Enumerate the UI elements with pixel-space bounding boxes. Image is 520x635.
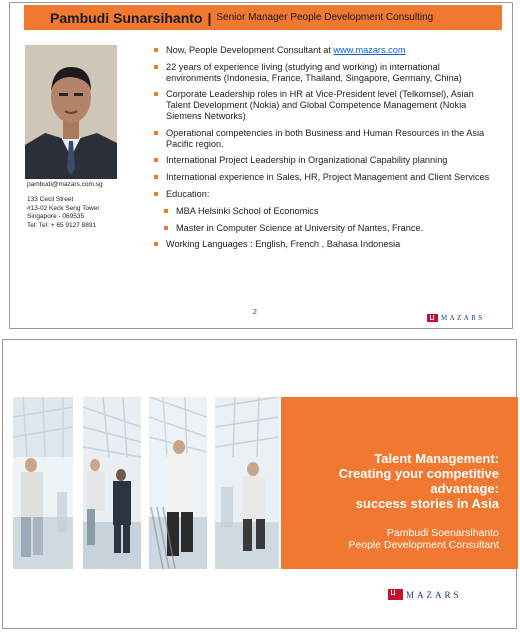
slide-title-bar [24, 5, 502, 30]
slide-profile [9, 2, 513, 329]
bullet-education: Education: [153, 189, 493, 200]
mazars-logo-text: MAZARS [406, 589, 462, 600]
headline-line: success stories in Asia [355, 496, 499, 511]
headline-line: advantage: [430, 481, 499, 496]
presentation-headline [281, 451, 499, 511]
presenter-info [281, 527, 499, 551]
presenter-title: People Development Consultant [348, 539, 499, 551]
profile-name: Pambudi Sunarsihanto [50, 9, 203, 26]
bullet-text: Now, People Development Consultant at [166, 45, 334, 55]
address-line: #13-02 Keck Seng Tower [27, 204, 100, 212]
title-panel [281, 397, 518, 569]
portrait-photo [25, 45, 117, 179]
office-scene-photo [215, 397, 279, 569]
headline-line: Creating your competitive [338, 466, 499, 481]
mazars-logo [427, 314, 485, 322]
office-scene-photo [149, 397, 207, 569]
bullet-leadership-roles: Corporate Leadership roles in HR at Vice-President level (Telkomsel), Asian Talent Development (Nokia) and Global Competence Management (Nokia Siemens Networks) [153, 89, 493, 121]
office-scene-photo [13, 397, 73, 569]
bullet-operational-competencies: Operational competencies in both Business and Human Resources in the Asia Pacific region. [153, 128, 493, 150]
bullet-sales-experience: International experience in Sales, HR, Project Management and Client Services [153, 172, 493, 183]
experience-list [153, 45, 493, 256]
address-line: Singapore - 069535 [27, 213, 85, 220]
bullet-international-experience: 22 years of experience living (studying and working) in international environments (Indonesia, France, Thailand, Singapore, Germany, China) [153, 62, 493, 84]
profile-role: Senior Manager People Development Consulting [216, 12, 434, 23]
contact-address [27, 196, 100, 230]
title-separator: | [207, 9, 212, 26]
address-line: Tel: Tel: + 65 9127 8891 [27, 221, 97, 229]
mazars-logo-text: MAZARS [441, 314, 485, 322]
bullet-education-master: Master in Computer Science at University of Nantes, France. [163, 223, 493, 234]
office-scene-photo [83, 397, 141, 569]
mazars-website-link[interactable]: www.mazars.com [333, 45, 406, 55]
presenter-name: Pambudi Soenarsihanto [386, 527, 499, 539]
mazars-logo-icon [388, 589, 403, 600]
slide-title [2, 339, 517, 629]
bullet-project-leadership: International Project Leadership in Organizational Capability planning [153, 155, 493, 166]
contact-email: pambudi@mazars.com.sg [27, 181, 103, 188]
mazars-logo-icon [427, 314, 438, 322]
bullet-languages: Working Languages : English, French , Bahasa Indonesia [153, 239, 493, 250]
address-line: 133 Cecil Street [27, 196, 74, 203]
headline-line: Talent Management: [374, 451, 499, 466]
bullet-education-mba: MBA Helsinki School of Economics [163, 206, 493, 217]
bullet-current-role [153, 45, 493, 56]
mazars-logo [388, 589, 462, 600]
page-number: 2 [253, 309, 257, 316]
